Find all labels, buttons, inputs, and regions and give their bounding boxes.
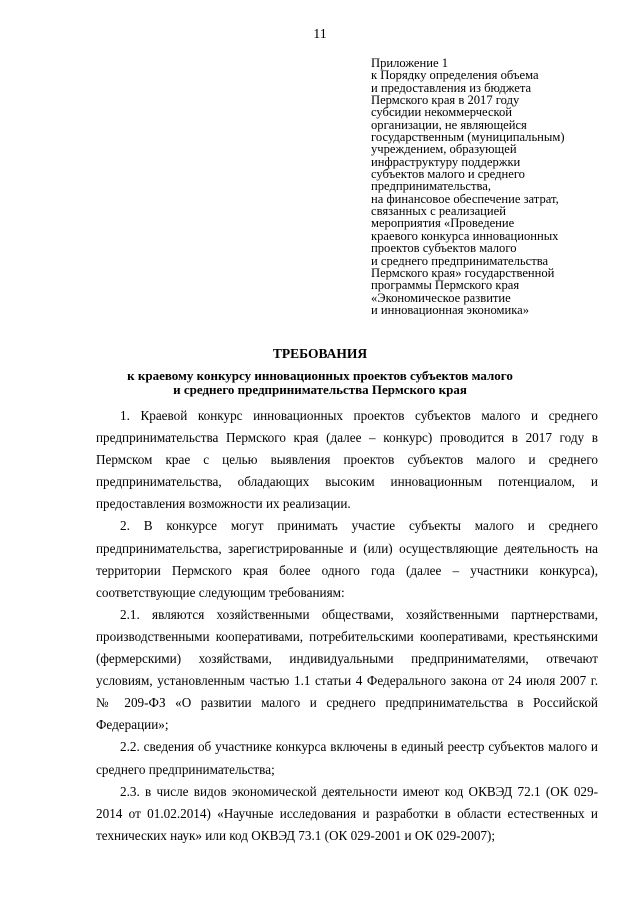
paragraph-2-1: 2.1. являются хозяйственными обществами, хозяйственными партнерствами, производственными кооперативами, потребительскими кооперативами, крестьянскими (фермерскими) хозяйствами, индивидуальными предпринимателями, отвечают условиям, установленным частью 1.1 статьи 4 Федерального закона от 24 июля 2007 г. № 209-ФЗ «О развитии малого и среднего предпринимательства в Российской Федерации»; (96, 606, 598, 733)
appendix-line: организации, не являющейся (371, 117, 527, 132)
appendix-line: связанных с реализацией (371, 204, 506, 219)
page-number: 11 (313, 27, 327, 42)
subtitle-line: и среднего предпринимательства Пермского края (173, 382, 467, 397)
document-title: ТРЕБОВАНИЯ (272, 346, 368, 361)
appendix-line: «Экономическое развитие (371, 290, 511, 305)
appendix-line: Пермского края в 2017 году (371, 93, 520, 108)
subtitle-line: к краевому конкурсу инновационных проектов субъектов малого (127, 368, 513, 383)
appendix-line: и среднего предпринимательства (371, 253, 549, 268)
appendix-line: краевого конкурса инновационных (371, 228, 559, 243)
appendix-line: и предоставления из бюджета (371, 80, 532, 95)
appendix-line: учреждением, образующей (371, 142, 517, 157)
appendix-line: проектов субъектов малого (371, 241, 517, 256)
appendix-line: Приложение 1 (371, 56, 449, 70)
appendix-line: инфраструктуру поддержки (371, 154, 521, 169)
appendix-line: мероприятия «Проведение (371, 216, 515, 231)
paragraph-1: 1. Краевой конкурс инновационных проектов субъектов малого и среднего предпринимательства Пермского края (далее – конкурс) проводится в 2017 году в Пермском крае с целью выявления проектов субъектов малого и среднего предпринимательства, обладающих высоким инновационным потенциалом, и предоставления возможности их реализации. (96, 408, 598, 512)
appendix-line: Пермского края» государственной (371, 265, 555, 280)
appendix-line: на финансовое обеспечение затрат, (371, 191, 559, 206)
appendix-line: государственным (муниципальным) (371, 130, 565, 145)
appendix-line: программы Пермского края (371, 278, 520, 293)
appendix-line: субсидии некоммерческой (371, 105, 513, 120)
document-subtitle (0, 369, 640, 397)
paragraph-2-2: 2.2. сведения об участнике конкурса включены в единый реестр субъектов малого и среднего предпринимательства; (96, 739, 598, 777)
appendix-line: субъектов малого и среднего (371, 167, 525, 182)
paragraph-2-3: 2.3. в числе видов экономической деятельности имеют код ОКВЭД 72.1 (ОК 029-2014 от 01.02.2014) «Научные исследования и разработки в области естественных и технических наук» или код ОКВЭД 73.1 (ОК 029-2001 и ОК 029-2007); (96, 783, 598, 843)
appendix-line: и инновационная экономика» (371, 302, 530, 317)
appendix-line: к Порядку определения объема (371, 68, 539, 83)
appendix-line: предпринимательства, (371, 179, 492, 194)
document-body (96, 405, 598, 847)
appendix-block (371, 57, 633, 316)
paragraph-2: 2. В конкурсе могут принимать участие субъекты малого и среднего предпринимательства, зарегистрированные и (или) осуществляющие деятельность на территории Пермского края более одного года (далее – участники конкурса), соответствующие следующим требованиям: (96, 518, 598, 600)
